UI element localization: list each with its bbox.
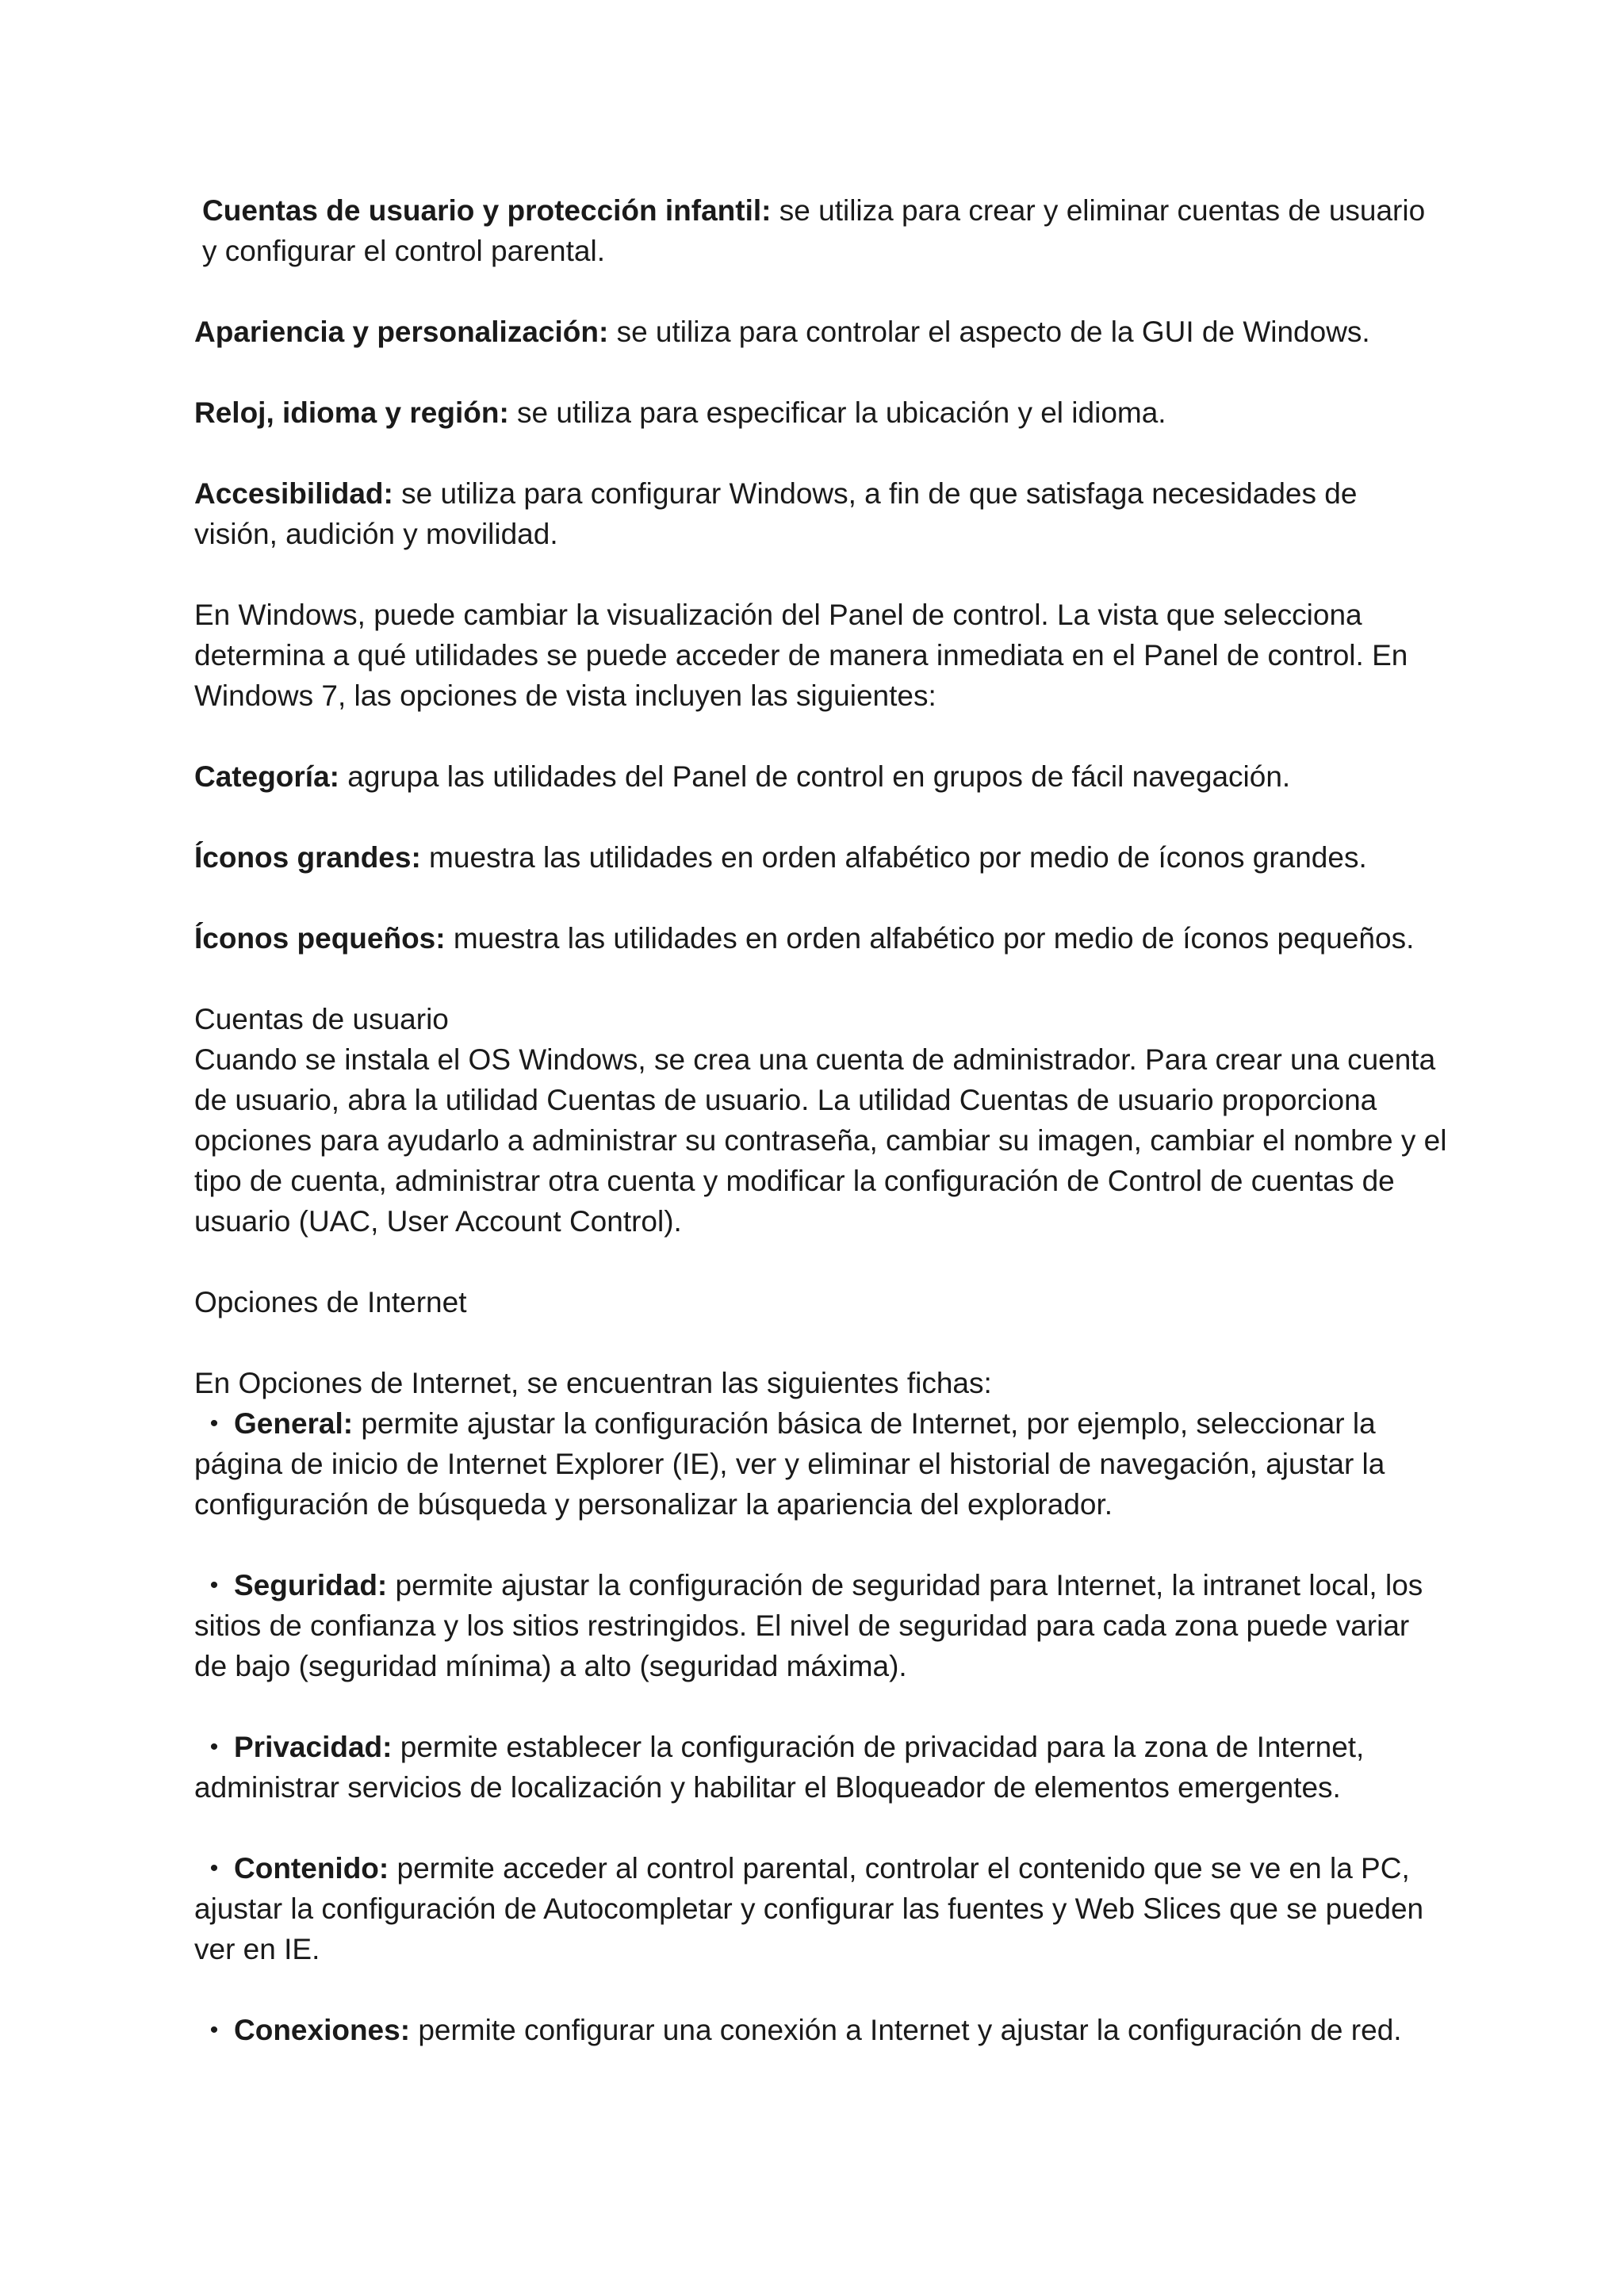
bullet-icon: • [209,2017,219,2043]
bullet-icon: • [209,1734,219,1760]
term-label: Accesibilidad: [194,477,393,510]
paragraph-internet-options-intro: En Opciones de Internet, se encuentran las siguientes fichas: [194,1367,992,1399]
paragraph-large-icons [194,837,1447,878]
term-description: permite ajustar la configuración de seguridad para Internet, la intranet local, los sitios de confianza y los sitios restringidos. El nivel de seguridad para cada zona puede variar de bajo (seguridad mínima) a alto (seguridad máxima). [194,1569,1423,1682]
bullet-item-general [194,1403,1447,1525]
bullet-icon: • [209,1855,219,1881]
term-label: Íconos pequeños: [194,922,446,955]
paragraph-user-accounts-parental [194,190,1447,271]
bullet-icon: • [209,1410,219,1437]
term-description: se utiliza para controlar el aspecto de la GUI de Windows. [608,316,1370,348]
term-label: Cuentas de usuario y protección infantil: [202,194,772,227]
paragraph-accessibility [194,473,1447,554]
term-description: se utiliza para especificar la ubicación y el idioma. [508,396,1166,429]
term-label: Apariencia y personalización: [194,316,609,348]
term-description: permite acceder al control parental, controlar el contenido que se ve en la PC, ajustar la configuración de Autocompletar y configurar las fuentes y Web Slices que se pueden ver en IE. [194,1852,1424,1965]
term-label: Contenido: [234,1852,389,1885]
term-label: General: [234,1407,354,1440]
bullet-item-content [194,1848,1447,1969]
section-heading-user-accounts: Cuentas de usuario [194,1003,449,1035]
paragraph-category [194,756,1447,797]
term-description: permite ajustar la configuración básica de Internet, por ejemplo, seleccionar la página de inicio de Internet Explorer (IE), ver y eliminar el historial de navegación, ajustar la configuración de búsqueda y personalizar la apariencia del explorador. [194,1407,1385,1521]
term-description: permite establecer la configuración de privacidad para la zona de Internet, administrar servicios de localización y habilitar el Bloqueador de elementos emergentes. [194,1731,1365,1804]
document-page [194,190,1447,2050]
term-description: se utiliza para crear y eliminar cuentas de usuario y configurar el control parental. [202,194,1426,267]
term-label: Privacidad: [234,1731,393,1763]
term-label: Categoría: [194,760,339,793]
term-label: Seguridad: [234,1569,388,1601]
bullet-item-connections [194,2010,1447,2050]
term-description: agrupa las utilidades del Panel de control en grupos de fácil navegación. [339,760,1291,793]
term-label: Reloj, idioma y región: [194,396,509,429]
paragraph-small-icons [194,918,1447,959]
paragraph-view-options-intro: En Windows, puede cambiar la visualización del Panel de control. La vista que selecciona determina a qué utilidades se puede acceder de manera inmediata en el Panel de control. En Windows 7, las opciones de vista incluyen las siguientes: [194,599,1408,712]
term-description: permite configurar una conexión a Internet y ajustar la configuración de red. [410,2014,1402,2046]
term-description: se utiliza para configurar Windows, a fin de que satisfaga necesidades de visión, audición y movilidad. [194,477,1358,550]
term-label: Íconos grandes: [194,841,421,874]
bullet-item-security [194,1565,1447,1686]
paragraph-appearance [194,312,1447,352]
term-description: muestra las utilidades en orden alfabético por medio de íconos pequeños. [445,922,1415,955]
term-label: Conexiones: [234,2014,411,2046]
term-description: muestra las utilidades en orden alfabético por medio de íconos grandes. [420,841,1367,874]
paragraph-clock-language [194,392,1447,433]
section-heading-internet-options: Opciones de Internet [194,1286,467,1318]
bullet-icon: • [209,1572,219,1598]
paragraph-user-accounts: Cuando se instala el OS Windows, se crea una cuenta de administrador. Para crear una cuenta de usuario, abra la utilidad Cuentas de usuario. La utilidad Cuentas de usuario proporciona opciones para ayudarlo a administrar su contraseña, cambiar su imagen, cambiar el nombre y el tipo de cuenta, administrar otra cuenta y modificar la configuración de Control de cuentas de usuario (UAC, User Account Control). [194,1043,1447,1238]
bullet-item-privacy [194,1727,1447,1808]
